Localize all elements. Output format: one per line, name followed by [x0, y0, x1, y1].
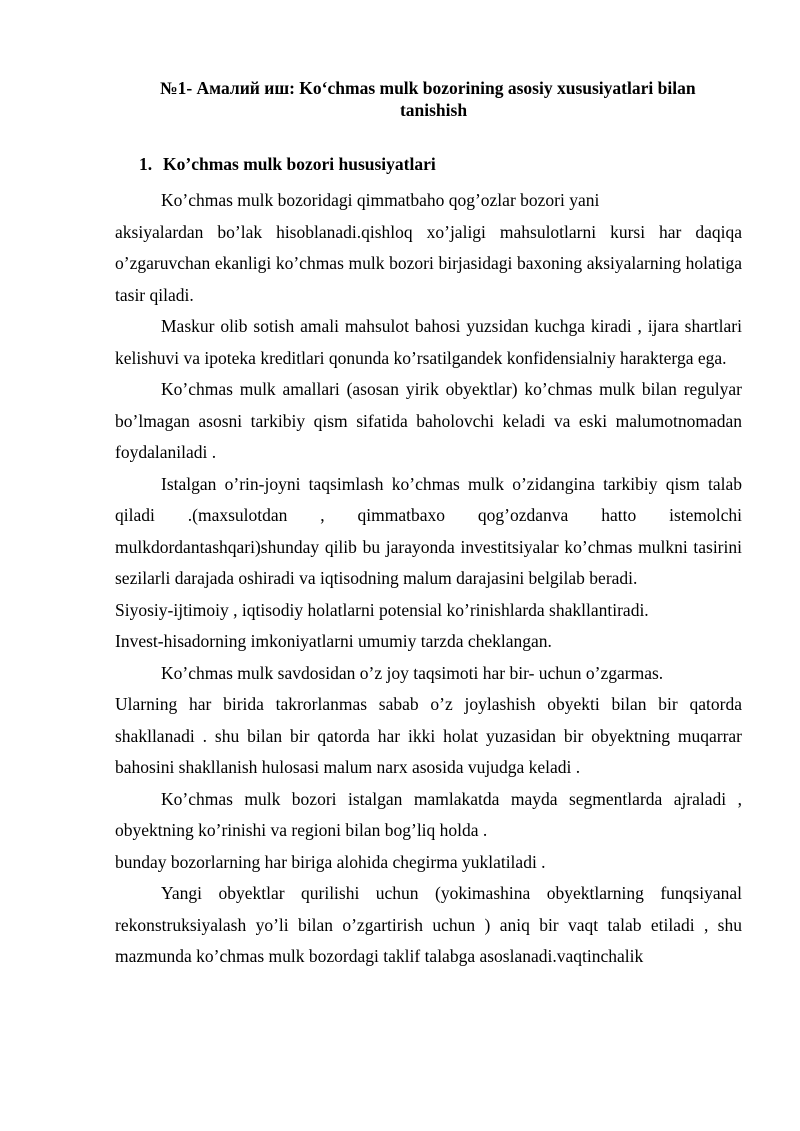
- paragraph-2: Maskur olib sotish amali mahsulot bahosi yuzsidan kuchga kiradi , ijara shartlari kelishuvi va ipoteka kreditlari qonunda ko’rsatilgandek konfidensialniy harakterga ega.: [115, 316, 742, 368]
- paragraph-7-first-line: Ko’chmas mulk savdosidan o’z joy taqsimoti har bir- uchun o’zgarmas.: [161, 662, 664, 683]
- paragraph-1-continuation: aksiyalardan bo’lak hisoblanadi.qishloq xo’jaligi mahsulotlarni kursi har daqiqa o’zgaruvchan ekanligi ko’chmas mulk bozori birjasidagi baxoning aksiyalarning holatiga tasir qiladi.: [115, 221, 742, 305]
- title-line-2: tanishish: [399, 100, 468, 120]
- paragraph-9: bunday bozorlarning har biriga alohida chegirma yuklatiladi .: [115, 851, 546, 872]
- paragraph-5: Siyosiy-ijtimoiy , iqtisodiy holatlarni potensial ko’rinishlarda shakllantiradi.: [115, 599, 649, 620]
- document-title: [115, 77, 742, 121]
- section-title: Ko’chmas mulk bozori hususiyatlari: [163, 154, 436, 174]
- title-line-1: №1- Амалий иш: Ko‘chmas mulk bozorining asosiy xususiyatlari bilan: [160, 78, 696, 98]
- paragraph-10: Yangi obyektlar qurilishi uchun (yokimashina obyektlarning funqsiyanal rekonstruksiyalash yo’li bilan o’zgartirish uchun ) aniq bir vaqt talab etiladi , shu mazmunda ko’chmas mulk bozordagi taklif talabga asoslanadi.vaqtinchalik: [115, 883, 742, 966]
- paragraph-3: Ko’chmas mulk amallari (asosan yirik obyektlar) ko’chmas mulk bilan regulyar bo’lmagan asosni tarkibiy qism sifatida baholovchi keladi va eski malumotnomadan foydalaniladi .: [115, 379, 742, 462]
- paragraph-6: Invest-hisadorning imkoniyatlarni umumiy tarzda cheklangan.: [115, 631, 552, 651]
- paragraph-7-continuation: Ularning har birida takrorlanmas sabab o’z joylashish obyekti bilan bir qatorda shakllanadi . shu bilan bir qatorda har ikki holat yuzasidan bir obyektning muqarrar bahosini shakllanish hulosasi malum narx asosida vujudga keladi .: [115, 694, 742, 777]
- document-body: [115, 185, 742, 973]
- paragraph-4: Istalgan o’rin-joyni taqsimlash ko’chmas mulk o’zidangina tarkibiy qism talab qiladi .(maxsulotdan , qimmatbaxo qog’ozdanva hatto istemolchi mulkdordantashqari)shunday qilib bu jarayonda investitsiyalar ko’chmas mulkni tasirini sezilarli darajada oshiradi va iqtisodning malum darajasini belgilab beradi.: [115, 473, 742, 588]
- section-number: 1.: [139, 154, 153, 174]
- paragraph-8: Ko’chmas mulk bozori istalgan mamlakatda mayda segmentlarda ajraladi , obyektning ko’rinishi va regioni bilan bog’liq holda .: [115, 788, 742, 840]
- paragraph-1-first-line: Ko’chmas mulk bozoridagi qimmatbaho qog’ozlar bozori yani: [161, 190, 600, 210]
- section-heading: [139, 153, 436, 175]
